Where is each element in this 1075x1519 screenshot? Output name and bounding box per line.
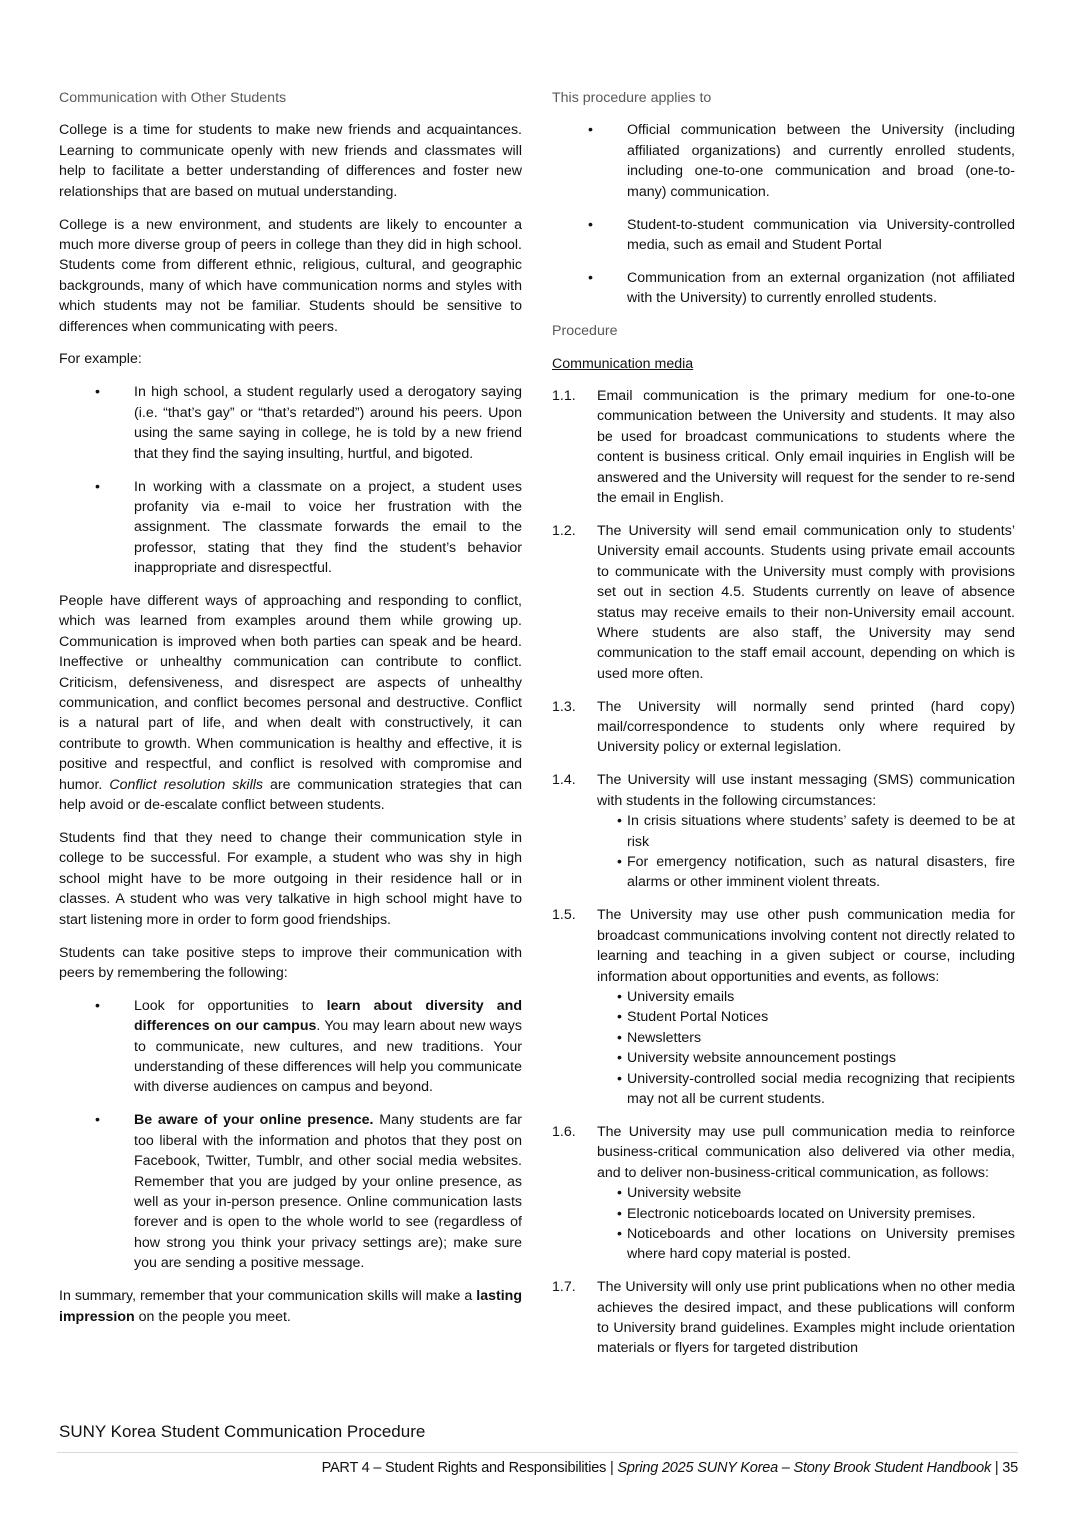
bullet-icon: •: [617, 988, 622, 1005]
footer-part: PART 4 – Student Rights and Responsibilities: [321, 1460, 607, 1476]
list-item: • In working with a classmate on a project, a student uses profanity via e-mail to voice her frustration with the assignment. The classmate forwards the email to the professor, stating that they find the student’s behavior inappropriate and disrespectful.: [95, 478, 522, 577]
bullet-icon: •: [588, 269, 593, 286]
sub-item: • Electronic noticeboards located on University premises.: [597, 1204, 1015, 1224]
italic-term: Conflict resolution skills: [109, 776, 263, 793]
sub-item: • Student Portal Notices: [597, 1007, 1015, 1027]
bullet-icon: •: [617, 1205, 622, 1222]
tips-list: [59, 996, 522, 1274]
sub-item: • In crisis situations where students’ safety is deemed to be at risk: [617, 813, 1015, 850]
applies-list: [552, 120, 1015, 308]
list-item: • Look for opportunities to learn about diversity and differences on our campus. You may learn about new ways to communicate, new cultures, and new traditions. Your understanding of these differences will help you communicate with diverse audiences on campus and beyond.: [95, 997, 522, 1096]
item-number: 1.5.: [552, 907, 576, 924]
bullet-icon: •: [95, 1112, 100, 1129]
bullet-icon: •: [588, 122, 593, 139]
sub-item: • University emails: [597, 987, 1015, 1007]
section-heading-communication-with-other-students: Communication with Other Students: [59, 90, 287, 106]
paragraph: Students find that they need to change their communication style in college to be successful. For example, a student who was shy in high school might have to be more outgoing in their residence hall or in classes. A student who was very talkative in high school might have to start listening more in order to form good friendships.: [59, 830, 522, 928]
footer-divider: [57, 1452, 1018, 1453]
paragraph: Students can take positive steps to improve their communication with peers by remembering the following:: [59, 944, 522, 981]
bullet-icon: •: [588, 216, 593, 233]
communication-media-heading: Communication media: [552, 355, 694, 372]
bullet-icon: •: [617, 1009, 622, 1026]
list-item: • Official communication between the University (including affiliated organizations) and currently enrolled students, including one-to-one communication and broad (one-to-many) communication.: [588, 122, 1015, 200]
bullet-icon: •: [617, 854, 622, 870]
bullet-icon: •: [617, 1050, 622, 1067]
item-number: 1.4.: [552, 772, 576, 789]
sub-list: [597, 987, 1015, 1109]
sub-item: • Noticeboards and other locations on University premises where hard copy material is posted.: [617, 1225, 1015, 1263]
sub-item: • University-controlled social media recognizing that recipients may not all be current students.: [617, 1070, 1015, 1107]
bullet-icon: •: [617, 1070, 622, 1087]
list-item: • In high school, a student regularly used a derogatory saying (i.e. “that’s gay” or “that’s retarded”) around his peers. Upon using the same saying in college, he is told by a new friend that they find the saying insulting, hurtful, and bigoted.: [95, 384, 522, 462]
item-number: 1.7.: [552, 1279, 576, 1296]
summary-paragraph: In summary, remember that your communication skills will make a lasting impression on the people you meet.: [59, 1288, 522, 1325]
section-title-procedure: SUNY Korea Student Communication Procedure: [59, 1422, 426, 1441]
item-number: 1.1.: [552, 387, 576, 404]
procedure-item: 1.7. The University will only use print publications when no other media achieves the desired impact, and these publications will conform to University brand guidelines. Examples might include orientation materials or flyers for targeted distribution: [552, 1279, 1015, 1357]
procedure-item: 1.2. The University will send email communication only to students’ University email accounts. Students using private email accounts to communicate with the University must comply with provisions set out in section 4.5. Students currently on leave of absence status may receive emails to their non-University email account. Where students are also staff, the University may send communication to the staff email account, depending on which is used more often.: [552, 522, 1015, 682]
sub-item: • University website: [597, 1183, 1015, 1203]
left-column: [59, 88, 522, 1339]
sub-item: • University website announcement postings: [597, 1048, 1015, 1068]
applies-heading: This procedure applies to: [552, 90, 712, 106]
sub-item: • For emergency notification, such as natural disasters, fire alarms or other imminent violent threats.: [617, 854, 1015, 891]
examples-list: [59, 382, 522, 578]
procedure-heading: Procedure: [552, 323, 618, 340]
bullet-icon: •: [95, 478, 100, 495]
bullet-icon: •: [95, 997, 100, 1014]
bullet-icon: •: [617, 1185, 622, 1202]
sub-item: • Newsletters: [597, 1028, 1015, 1048]
procedure-item: 1.3. The University will normally send printed (hard copy) mail/correspondence to students only where required by University policy or external legislation.: [552, 698, 1015, 756]
page-number: 35: [1002, 1460, 1018, 1476]
paragraph: People have different ways of approaching and responding to conflict, which was learned from examples around them while growing up. Communication is improved when both parties can speak and be heard. Ineffective or unhealthy communication can contribute to conflict. Criticism, defensiveness, and disrespect are aspects of unhealthy communication, and conflict becomes personal and destructive. Conflict is a natural part of life, and when dealt with constructively, it can contribute to growth. When communication is healthy and effective, it is positive and respectful, and conflict is resolved with compromise and humor. Conflict resolution skills are communication strategies that can help avoid or de-escalate conflict between students.: [59, 593, 522, 814]
right-column: [552, 88, 1015, 1371]
list-item: • Student-to-student communication via University-controlled media, such as email and Student Portal: [588, 216, 1015, 253]
item-number: 1.2.: [552, 522, 576, 539]
procedure-item: 1.1. Email communication is the primary medium for one-to-one communication between the University and students. It may also be used for broadcast communications to students where the content is business critical. Only email inquiries in English will be answered and the University will request for the sender to re-send the email in English.: [552, 387, 1015, 506]
item-number: 1.6.: [552, 1123, 576, 1140]
for-example-label: For example:: [59, 351, 142, 368]
procedure-item: 1.5. The University may use other push communication media for broadcast communications involving content not directly related to learning and teaching in a given subject or course, including information about opportunities and events, as follows: • University emails • Student Portal Notices • Newsletters • University website announcement postings • University-controlled social media recognizing that recipients may not all be current students.: [552, 905, 1015, 1109]
list-item: • Be aware of your online presence. Many students are far too liberal with the information and photos that they post on Facebook, Twitter, Tumblr, and other social media websites. Remember that you are judged by your online presence, as well as your in-person presence. Online communication lasts forever and is open to the whole world to see (regardless of how strong you think your privacy settings are); make sure you are sending a positive message.: [95, 1112, 523, 1272]
page-footer: PART 4 – Student Rights and Responsibilities | Spring 2025 SUNY Korea – Stony Brook Student Handbook | 35: [321, 1460, 1018, 1476]
bullet-icon: •: [617, 1029, 622, 1046]
procedure-list: [552, 386, 1015, 1359]
paragraph: College is a new environment, and students are likely to encounter a much more diverse group of peers in college than they did in high school. Students come from different ethnic, religious, cultural, and geographic backgrounds, many of which have communication norms and styles with which students may not be familiar. Students should be sensitive to differences when communicating with peers.: [59, 216, 522, 335]
bullet-icon: •: [95, 384, 100, 401]
procedure-item: 1.6. The University may use pull communication media to reinforce business-critical communication also delivered via other media, and to deliver non-business-critical communication, as follows: • University website • Electronic noticeboards located on University premises. • Noticeboards and other locations on University premises where hard copy material is posted.: [552, 1122, 1015, 1265]
sub-list: [597, 1183, 1015, 1265]
item-number: 1.3.: [552, 698, 576, 715]
procedure-item: 1.4. The University will use instant messaging (SMS) communication with students in the following circumstances: • In crisis situations where students’ safety is deemed to be at risk • For emergency notification, such as natural disasters, fire alarms or other imminent violent threats.: [552, 770, 1015, 892]
paragraph: College is a time for students to make new friends and acquaintances. Learning to communicate openly with new friends and classmates will help to facilitate a better understanding of differences and foster new relationships that are based on mutual understanding.: [59, 122, 522, 200]
footer-handbook-title: Spring 2025 SUNY Korea – Stony Brook Student Handbook: [617, 1460, 992, 1476]
bullet-icon: •: [617, 1225, 622, 1242]
bullet-icon: •: [617, 813, 622, 830]
sub-list: [597, 811, 1015, 893]
list-item: • Communication from an external organization (not affiliated with the University) to currently enrolled students.: [588, 269, 1015, 307]
